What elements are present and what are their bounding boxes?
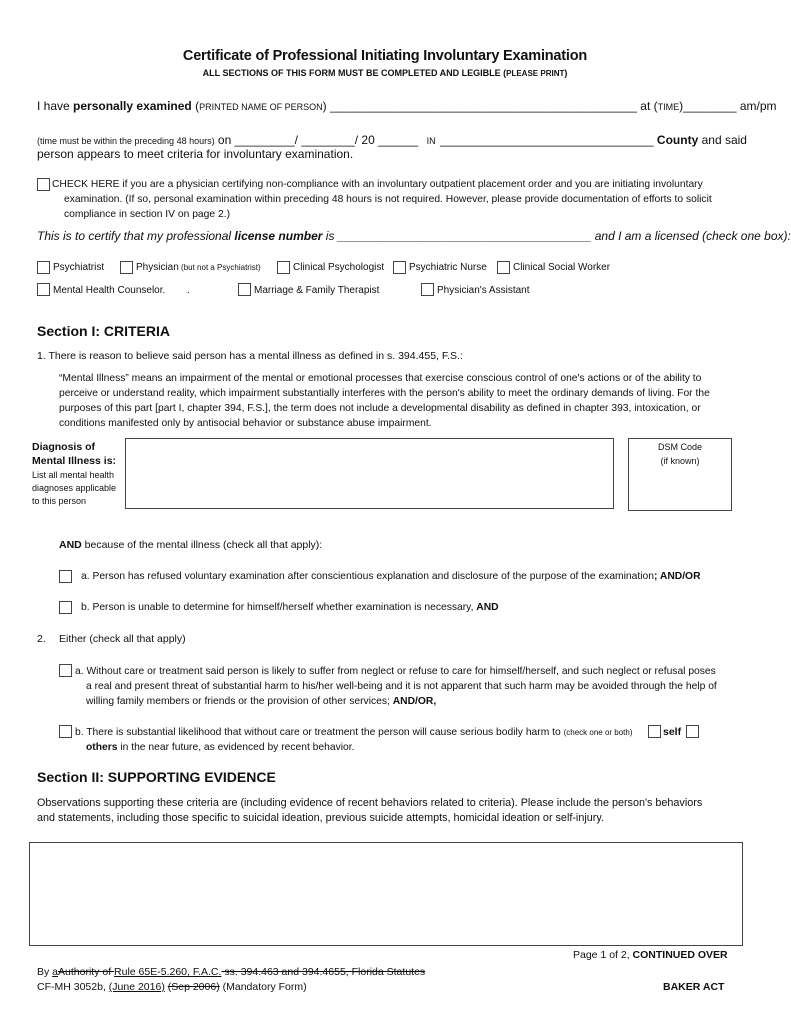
license-line: This is to certify that my professional license number is ______________________________________ and I am a licensed (check one box): <box>37 229 791 243</box>
form-number-line: CF-MH 3052b, (June 2016) (Sep 2006) (Mandatory Form) <box>37 981 307 993</box>
bodily-harm-checkbox[interactable] <box>59 725 72 738</box>
clinical-psychologist-label: Clinical Psychologist <box>293 262 385 273</box>
date-field[interactable]: _________/ ________/ 20 ______ <box>234 133 419 147</box>
date-county-line-cont: person appears to meet criteria for involuntary examination. <box>37 147 354 161</box>
mental-illness-definition: “Mental Illness” means an impairment of the mental or emotional processes that exercise conscious control of one's actions or of the ability to <box>59 373 702 384</box>
harm-self-label: self <box>663 726 682 738</box>
unable-to-determine-label: b. Person is unable to determine for himself/herself whether examination is necessary, AND <box>81 602 499 613</box>
criteria-item-2-number: 2. <box>37 633 46 645</box>
mft-label: Marriage & Family Therapist <box>254 285 380 296</box>
examined-line: I have personally examined (PRINTED NAME OF PERSON) ______________________________________________ at (TIME)________ am/pm <box>37 99 777 113</box>
neglect-label-2: a real and present threat of substantial harm to his/her well-being and it is not apparent that such harm may be avoided through the help of <box>86 681 717 692</box>
physician-checkbox[interactable] <box>120 261 133 274</box>
license-number-field[interactable]: ______________________________________ <box>337 229 592 243</box>
check-here-text: CHECK HERE if you are a physician certifying non-compliance with an involuntary outpatient placement order and you are initiating involuntary <box>52 179 703 190</box>
date-county-line: (time must be within the preceding 48 hours) on _________/ ________/ 20 ______ IN ________________________________ County and said <box>37 133 747 147</box>
non-compliance-checkbox[interactable] <box>37 178 50 191</box>
printed-name-field[interactable]: ______________________________________________ <box>329 99 637 113</box>
clinical-psychologist-checkbox[interactable] <box>277 261 290 274</box>
mental-health-counselor-label: Mental Health Counselor. <box>53 285 166 296</box>
neglect-checkbox[interactable] <box>59 664 72 677</box>
form-title: Certificate of Professional Initiating Involuntary Examination <box>182 48 588 64</box>
diagnosis-note-2: diagnoses applicable <box>32 483 117 493</box>
harm-self-checkbox[interactable] <box>648 725 661 738</box>
mental-illness-definition-4: conditions manifested only by antisocial behavior or substance abuse impairment. <box>59 418 432 429</box>
diagnosis-note-3: to this person <box>32 496 87 506</box>
physician-assistant-checkbox[interactable] <box>421 283 434 296</box>
page-indicator: Page 1 of 2, CONTINUED OVER <box>573 949 728 961</box>
baker-act-label: BAKER ACT <box>663 981 725 993</box>
neglect-label-3: willing family members or friends or the provision of other services; AND/OR, <box>86 696 437 707</box>
check-here-text-3: compliance in section IV on page 2.) <box>64 209 230 220</box>
dsm-code-label: DSM Code <box>657 442 702 452</box>
harm-others-checkbox[interactable] <box>686 725 699 738</box>
bodily-harm-label: b. There is substantial likelihood that without care or treatment the person will cause serious bodily harm to (check one or both) <box>75 727 633 738</box>
time-field[interactable]: ________ <box>683 99 737 113</box>
criteria-item-1: 1. There is reason to believe said person has a mental illness as defined in s. 394.455, F.S.: <box>37 350 463 362</box>
dsm-code-note: (if known) <box>660 456 700 466</box>
unable-to-determine-checkbox[interactable] <box>59 601 72 614</box>
and-because-text: AND because of the mental illness (check all that apply): <box>59 539 323 551</box>
stray-period: . <box>187 285 190 296</box>
supporting-evidence-text-2: and statements, including those specific to suicidal ideation, previous suicide attempts, homicidal ideation or self-injury. <box>37 812 604 824</box>
diagnosis-label: Diagnosis of <box>32 441 96 453</box>
mental-health-counselor-checkbox[interactable] <box>37 283 50 296</box>
county-field[interactable]: ________________________________ <box>440 133 654 147</box>
section-2-heading: Section II: SUPPORTING EVIDENCE <box>37 769 276 785</box>
psychiatrist-checkbox[interactable] <box>37 261 50 274</box>
diagnosis-label-2: Mental Illness is: <box>32 455 117 467</box>
psychiatric-nurse-label: Psychiatric Nurse <box>409 262 487 273</box>
refused-voluntary-label: a. Person has refused voluntary examination after conscientious explanation and disclosure of the purpose of the examination; AND/OR <box>81 571 701 582</box>
authority-line: By aAuthority of Rule 65E-5.260, F.A.C. ss. 394.463 and 394.4655, Florida Statutes <box>37 966 426 978</box>
clinical-social-worker-checkbox[interactable] <box>497 261 510 274</box>
refused-voluntary-checkbox[interactable] <box>59 570 72 583</box>
psychiatric-nurse-checkbox[interactable] <box>393 261 406 274</box>
bodily-harm-label-2: others in the near future, as evidenced by recent behavior. <box>86 742 355 753</box>
neglect-label: a. Without care or treatment said person is likely to suffer from neglect or refuse to care for himself/herself, and such neglect or refusal poses <box>75 666 716 677</box>
physician-label: Physician (but not a Psychiatrist) <box>136 262 261 273</box>
form-subtitle: ALL SECTIONS OF THIS FORM MUST BE COMPLETED AND LEGIBLE (PLEASE PRINT) <box>202 68 568 78</box>
diagnosis-note: List all mental health <box>32 470 115 480</box>
mental-illness-definition-3: purposes of this part [part I, chapter 394, F.S.], the term does not include a developmental disability as defined in chapter 393, intoxication, or <box>59 403 701 414</box>
supporting-evidence-text: Observations supporting these criteria are (including evidence of recent behaviors related to criteria). Please include the person's behaviors <box>37 797 703 809</box>
mft-checkbox[interactable] <box>238 283 251 296</box>
physician-assistant-label: Physician's Assistant <box>437 285 530 296</box>
criteria-item-2: Either (check all that apply) <box>59 633 186 645</box>
supporting-evidence-box[interactable] <box>29 842 743 946</box>
mental-illness-definition-2: perceive or understand reality, which impairment substantially interferes with the person's ability to meet the ordinary demands of living. For the <box>59 388 710 399</box>
clinical-social-worker-label: Clinical Social Worker <box>513 262 611 273</box>
check-here-text-2: examination. (If so, personal examination within preceding 48 hours is not required. However, please provide documentation of efforts to solicit <box>64 194 712 205</box>
psychiatrist-label: Psychiatrist <box>53 262 105 273</box>
section-1-heading: Section I: CRITERIA <box>37 323 171 339</box>
diagnosis-input-box[interactable] <box>125 438 614 509</box>
